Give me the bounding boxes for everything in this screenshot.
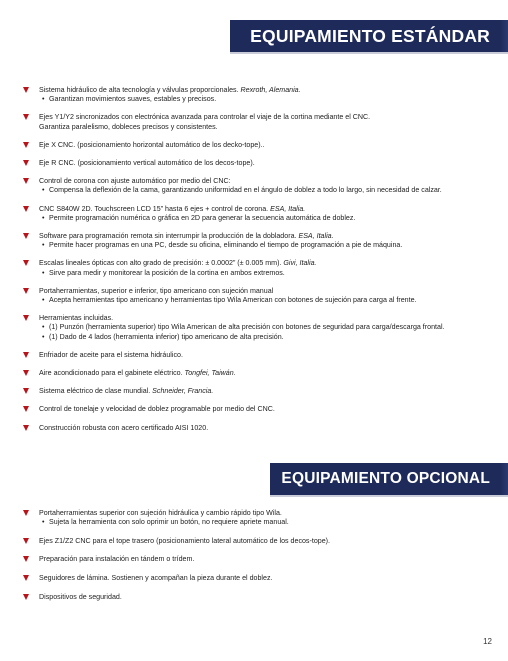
- red-triangle-bullet-icon: [23, 288, 29, 294]
- item-label: Portaherramientas superior con sujeción hidráulica y cambio rápido tipo Wila.: [39, 509, 282, 517]
- item-supplier: Rexroth, Alemania.: [240, 86, 301, 94]
- item-label: Portaherramientas, superior e inferior, tipo americano con sujeción manual: [39, 286, 274, 295]
- list-item: [23, 159, 493, 168]
- red-triangle-bullet-icon: [23, 142, 29, 148]
- red-triangle-bullet-icon: [23, 178, 29, 184]
- list-item: [23, 424, 493, 433]
- item-text: [39, 351, 493, 360]
- sub-item-text: Sirve para medir y monitorear la posición de la cortina en ambos extremos.: [49, 268, 285, 277]
- list-item: [23, 351, 493, 360]
- standard-equipment-list: [23, 86, 493, 433]
- list-item: [23, 369, 493, 378]
- list-item: [23, 537, 493, 546]
- red-triangle-bullet-icon: [23, 370, 29, 376]
- item-text: [39, 205, 493, 214]
- item-label: Control de tonelaje y velocidad de doblez programable por medio del CNC.: [39, 405, 275, 414]
- red-triangle-bullet-icon: [23, 556, 29, 562]
- red-triangle-bullet-icon: [23, 388, 29, 394]
- item-text: [39, 287, 493, 296]
- item-supplier: Givi, Italia.: [283, 259, 317, 268]
- banner-underline: [270, 495, 508, 497]
- item-text: [39, 555, 493, 564]
- item-text: [39, 387, 493, 396]
- red-triangle-bullet-icon: [23, 425, 29, 431]
- red-triangle-bullet-icon: [23, 538, 29, 544]
- item-label: Sistema hidráulico de alta tecnología y válvulas proporcionales.: [39, 86, 239, 94]
- sub-item: [39, 323, 493, 332]
- item-supplier: Tongfei, Taiwán.: [184, 369, 236, 378]
- list-item: [23, 574, 493, 583]
- sub-item-text: Garantizan movimientos suaves, estables y precisos.: [49, 95, 217, 104]
- item-label: Dispositivos de seguridad.: [39, 592, 122, 601]
- item-label: Eje X CNC. (posicionamiento horizontal automático de los decko-tope)..: [39, 140, 265, 149]
- red-triangle-bullet-icon: [23, 315, 29, 321]
- item-text: [39, 259, 493, 268]
- dot-bullet-icon: •: [42, 323, 45, 332]
- sub-item: [39, 296, 493, 305]
- item-text: [39, 314, 493, 323]
- item-supplier: Schneider, Francia.: [152, 387, 214, 396]
- sub-item: [39, 95, 493, 104]
- red-triangle-bullet-icon: [23, 233, 29, 239]
- dot-bullet-icon: •: [42, 518, 45, 527]
- item-text: [39, 159, 493, 168]
- item-label: Aire acondicionado para el gabinete eléctrico.: [39, 369, 183, 378]
- item-label: Preparación para instalación en tándem o trídem.: [39, 555, 195, 564]
- item-text: [39, 593, 493, 602]
- item-text: [39, 177, 493, 186]
- dot-bullet-icon: •: [42, 268, 45, 277]
- red-triangle-bullet-icon: [23, 160, 29, 166]
- red-triangle-bullet-icon: [23, 114, 29, 120]
- list-item: [23, 314, 493, 342]
- list-item: [23, 509, 493, 527]
- item-label: Control de corona con ajuste automático por medio del CNC:: [39, 177, 231, 186]
- dot-bullet-icon: •: [42, 296, 45, 305]
- list-item: [23, 555, 493, 564]
- sub-item: [39, 214, 493, 223]
- sub-item-text: Compensa la deflexión de la cama, garantizando uniformidad en el ángulo de doblez a todo lo largo, sin necesidad de calzar.: [49, 186, 442, 195]
- dot-bullet-icon: •: [42, 95, 45, 104]
- item-text: [39, 86, 493, 95]
- sub-item-text: Acepta herramientas tipo americano y herramientas tipo Wila American con botones de sujeción para carga al frente.: [49, 296, 417, 305]
- item-text: [39, 405, 493, 414]
- item-label: Seguidores de lámina. Sostienen y acompañan la pieza durante el doblez.: [39, 573, 273, 582]
- item-text: [39, 369, 493, 378]
- dot-bullet-icon: •: [42, 332, 45, 341]
- list-item: [23, 232, 493, 250]
- sub-item: [39, 269, 493, 278]
- page-number: 12: [483, 637, 492, 646]
- standard-equipment-title: EQUIPAMIENTO ESTÁNDAR: [250, 25, 490, 46]
- item-supplier: ESA, Italia.: [298, 232, 334, 241]
- list-item: [23, 86, 493, 104]
- sub-item-text: (1) Dado de 4 lados (herramienta inferior) tipo americano de alta precisión.: [49, 332, 284, 341]
- sub-item-text: Sujeta la herramienta con solo oprimir un botón, no requiere apriete manual.: [49, 518, 289, 527]
- item-label: Escalas lineales ópticas con alto grado de precisión: ± 0.0002” (± 0.005 mm).: [39, 259, 282, 268]
- item-text: [39, 424, 493, 433]
- red-triangle-bullet-icon: [23, 510, 29, 516]
- list-item: [23, 259, 493, 277]
- item-label: Ejes Y1/Y2 sincronizados con electrónica avanzada para controlar el viaje de la cortina mediante el CNC.: [39, 113, 371, 122]
- list-item: [23, 205, 493, 223]
- list-item: [23, 593, 493, 602]
- list-item: [23, 113, 493, 131]
- red-triangle-bullet-icon: [23, 352, 29, 358]
- dot-bullet-icon: •: [42, 213, 45, 222]
- banner-underline: [230, 52, 508, 54]
- optional-equipment-list: [23, 509, 493, 602]
- red-triangle-bullet-icon: [23, 260, 29, 266]
- item-text: [39, 113, 493, 122]
- sub-item: [39, 241, 493, 250]
- list-item: [23, 141, 493, 150]
- red-triangle-bullet-icon: [23, 87, 29, 93]
- item-text: [39, 509, 493, 518]
- item-label: Eje R CNC. (posicionamiento vertical automático de los decos-tope).: [39, 159, 255, 168]
- sub-item-text: Permite hacer programas en una PC, desde su oficina, eliminando el tiempo de programación a pie de máquina.: [49, 241, 403, 250]
- red-triangle-bullet-icon: [23, 594, 29, 600]
- sub-item-text: (1) Punzón (herramienta superior) tipo Wila American de alta precisión con botones de seguridad para carga/descarga frontal.: [49, 323, 445, 332]
- item-text: [39, 537, 493, 546]
- optional-equipment-banner: [270, 463, 508, 495]
- item-label: CNC S840W 2D. Touchscreen LCD 15” hasta 6 ejes + control de corona.: [39, 204, 269, 213]
- sub-item: [39, 186, 493, 195]
- optional-equipment-title: EQUIPAMIENTO OPCIONAL: [281, 470, 490, 487]
- item-text: [39, 232, 493, 241]
- red-triangle-bullet-icon: [23, 406, 29, 412]
- red-triangle-bullet-icon: [23, 206, 29, 212]
- item-continuation: Garantiza paralelismo, dobleces precisos y consistentes.: [39, 122, 218, 131]
- list-item: [23, 387, 493, 396]
- item-label: Enfriador de aceite para el sistema hidráulico.: [39, 350, 183, 359]
- dot-bullet-icon: •: [42, 186, 45, 195]
- item-label: Construcción robusta con acero certificado AISI 1020.: [39, 423, 209, 432]
- item-label: Ejes Z1/Z2 CNC para el tope trasero (posicionamiento lateral automático de los decos-tope).: [39, 536, 330, 545]
- item-supplier: ESA, Italia.: [270, 204, 306, 213]
- sub-item: [39, 518, 493, 527]
- item-label: Software para programación remota sin interrumpir la producción de la dobladora.: [39, 232, 297, 241]
- sub-item-text: Permite programación numérica o gráfica en 2D para generar la secuencia automática de doblez.: [49, 213, 356, 222]
- list-item: [23, 405, 493, 414]
- item-text: [39, 574, 493, 583]
- red-triangle-bullet-icon: [23, 575, 29, 581]
- sub-item: [39, 333, 493, 342]
- list-item: [23, 177, 493, 195]
- item-label: Herramientas incluidas.: [39, 314, 114, 323]
- item-label: Sistema eléctrico de clase mundial.: [39, 387, 151, 396]
- list-item: [23, 287, 493, 305]
- dot-bullet-icon: •: [42, 241, 45, 250]
- standard-equipment-banner: [230, 20, 508, 52]
- item-text: [39, 141, 493, 150]
